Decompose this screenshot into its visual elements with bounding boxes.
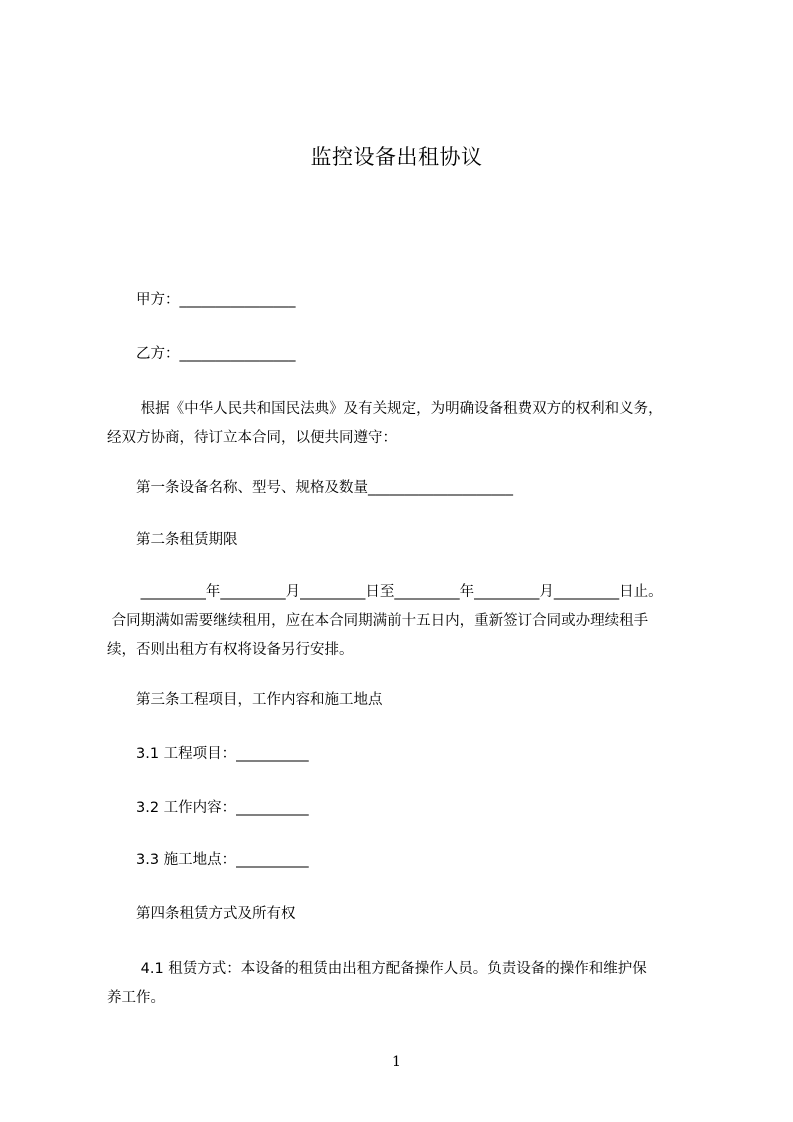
intro-line-1: 根据《中华人民共和国民法典》及有关规定，为明确设备租费双方的权利和义务， xyxy=(136,401,663,417)
item-4-1-line-2: 养工作。 xyxy=(107,990,165,1006)
item-3-3: 3.3 施工地点：__________ xyxy=(136,852,309,868)
term-paragraph xyxy=(107,578,707,665)
party-b-line: 乙方：________________ xyxy=(136,346,296,362)
item-4-1-paragraph xyxy=(107,955,707,1013)
intro-line-2: 经双方协商，待订立本合同，以便共同遵守： xyxy=(107,430,397,446)
article-2-heading: 第二条租赁期限 xyxy=(136,532,238,548)
term-line-2: 合同期满如需要继续租用，应在本合同期满前十五日内，重新签订合同或办理续租手 xyxy=(107,613,649,629)
term-line-1: _________年_________月_________日至_________年_________月_________日止。 xyxy=(136,584,663,600)
article-4-heading: 第四条租赁方式及所有权 xyxy=(136,906,296,922)
item-4-1-line-1: 4.1 租赁方式：本设备的租赁由出租方配备操作人员。负责设备的操作和维护保 xyxy=(136,961,647,977)
article-1-heading: 第一条设备名称、型号、规格及数量____________________ xyxy=(136,480,513,496)
party-a-line: 甲方：________________ xyxy=(136,292,296,308)
item-3-1: 3.1 工程项目：__________ xyxy=(136,746,309,762)
intro-paragraph xyxy=(107,395,707,453)
item-3-2: 3.2 工作内容：__________ xyxy=(136,800,309,816)
article-3-heading: 第三条工程项目，工作内容和施工地点 xyxy=(136,692,383,708)
document-title: 监控设备出租协议 xyxy=(310,145,483,169)
term-line-3: 续，否则出租方有权将设备另行安排。 xyxy=(107,642,354,658)
page-number: 1 xyxy=(392,1054,401,1070)
